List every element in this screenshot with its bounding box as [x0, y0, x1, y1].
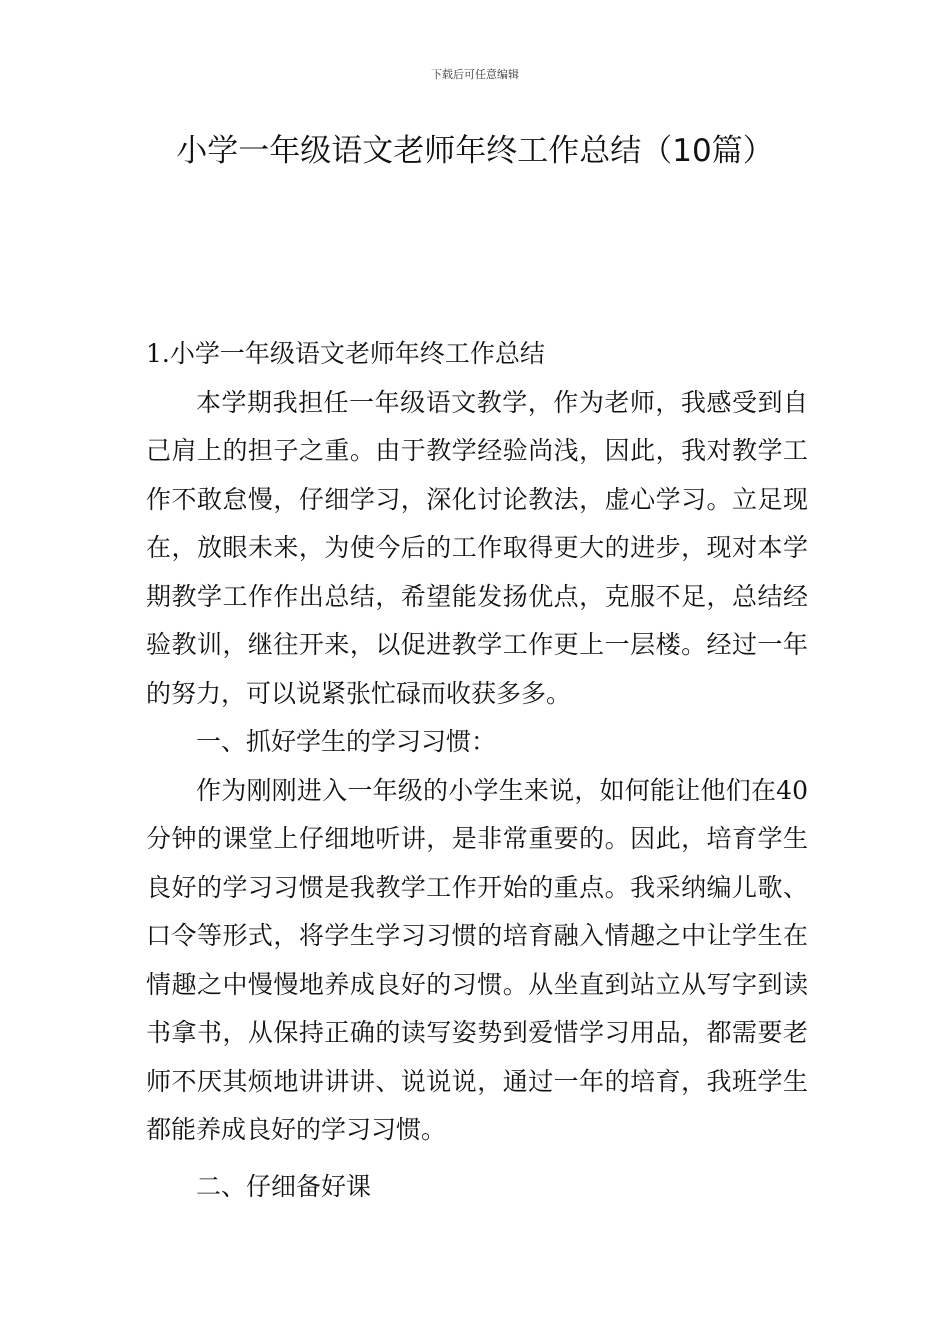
paragraph-intro: 本学期我担任一年级语文教学，作为老师，我感受到自己肩上的担子之重。由于教学经验尚浅，因此，我对教学工作不敢怠慢，仔细学习，深化讨论教法，虚心学习。立足现在，放眼未来，为使今后的工作取得更大的进步，现对本学期教学工作作出总结，希望能发扬优点，克服不足，总结经验教训，继往开来，以促进教学工作更上一层楼。经过一年的努力，可以说紧张忙碌而收获多多。: [146, 387, 808, 708]
document-body: [146, 330, 808, 1211]
section-heading: 1.小学一年级语文老师年终工作总结: [146, 339, 545, 368]
subheading-study-habits: 一、抓好学生的学习习惯：: [196, 727, 497, 756]
header-note: 下载后可任意编辑: [431, 68, 519, 81]
subheading-lesson-prep: 二、仔细备好课: [196, 1171, 372, 1201]
document-title: 小学一年级语文老师年终工作总结（10篇）: [176, 133, 774, 169]
paragraph-study-habits: 作为刚刚进入一年级的小学生来说，如何能让他们在40分钟的课堂上仔细地听讲，是非常重要的。因此，培育学生良好的学习习惯是我教学工作开始的重点。我采纳编儿歌、口令等形式，将学生学习习惯的培育融入情趣之中让学生在情趣之中慢慢地养成良好的习惯。从坐直到站立从写字到读书拿书，从保持正确的读写姿势到爱惜学习用品，都需要老师不厌其烦地讲讲讲、说说说，通过一年的培育，我班学生都能养成良好的学习习惯。: [146, 775, 808, 1144]
